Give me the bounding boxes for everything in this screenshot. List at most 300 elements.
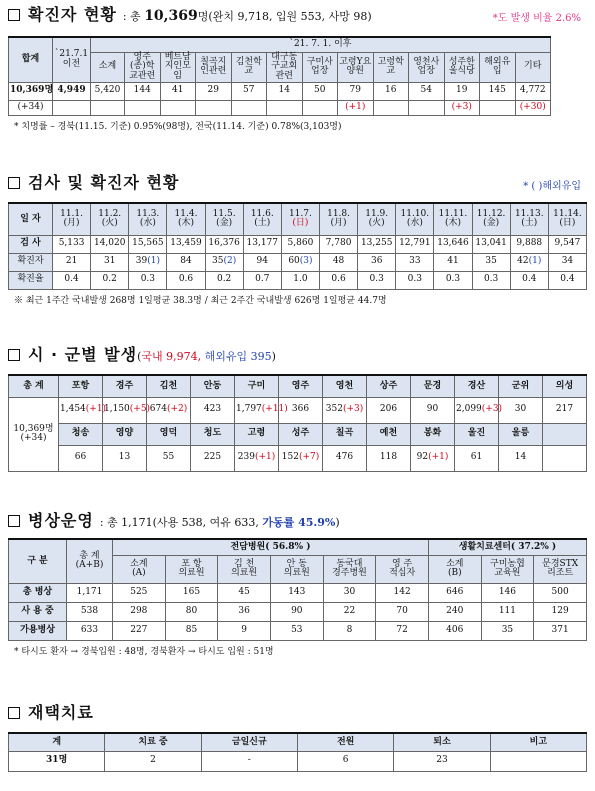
date-header <box>434 203 472 235</box>
column-sub: 교육원 <box>494 568 521 578</box>
weekday-label: (金) <box>216 218 233 229</box>
confirmed-value: 41 <box>447 256 459 267</box>
region-count: 225 <box>203 452 222 463</box>
region-count: 206 <box>379 404 398 415</box>
region-count: 66 <box>74 452 87 463</box>
bed-row-header: 사 용 중 <box>9 602 67 621</box>
region-name: 경산 <box>455 375 499 397</box>
region-name: 영주 <box>279 375 323 397</box>
rate-cell: 0.4 <box>53 271 91 289</box>
weekday-label: (水) <box>406 218 423 229</box>
bed-cell: 240 <box>428 602 481 621</box>
region-value <box>191 445 235 471</box>
date-label: 11.12. <box>476 208 506 219</box>
imported-value: (1) <box>147 256 160 267</box>
tests-cell: 9,547 <box>548 235 586 253</box>
region-count: 118 <box>379 452 398 463</box>
region-value <box>499 397 543 423</box>
region-count: 217 <box>555 404 574 415</box>
subcategory-header: 성주한울식당 <box>444 52 480 82</box>
count-cell: 41 <box>160 82 196 100</box>
confirmed-cell <box>167 253 205 271</box>
section-title: 검사 및 확진자 현황 <box>28 173 180 192</box>
count-cell: 16 <box>373 82 409 100</box>
total-increase: (+34) <box>20 433 47 443</box>
region-value <box>323 397 367 423</box>
confirmed-cell <box>548 253 586 271</box>
weekday-label: (火) <box>368 218 385 229</box>
increase-cell <box>480 100 516 115</box>
confirmed-value: 48 <box>332 256 345 267</box>
column-sub: 의료원 <box>283 568 310 578</box>
bed-cell: 85 <box>165 621 218 640</box>
hospital-column-header <box>376 555 429 583</box>
region-count: 1,150 <box>104 404 130 415</box>
column-name: 소계 <box>446 558 464 569</box>
date-header <box>510 203 548 235</box>
date-header <box>243 203 281 235</box>
increase-cell <box>373 100 409 115</box>
region-name: 울릉 <box>499 423 543 445</box>
region-count: 90 <box>426 404 439 415</box>
bed-cell: 8 <box>323 621 376 640</box>
checkbox-bullet-icon <box>8 515 20 527</box>
rate-cell: 0.4 <box>548 271 586 289</box>
confirmed-value: 33 <box>409 256 421 267</box>
hospital-column-header <box>270 555 323 583</box>
rate-cell: 0.6 <box>319 271 357 289</box>
region-name: 울진 <box>455 423 499 445</box>
subcategory-header: 영주(종)학교관련 <box>125 52 161 82</box>
section-title: 시 · 군별 발생 <box>28 345 138 364</box>
tests-cell: 12,791 <box>396 235 434 253</box>
region-subtitle: (국내 9,974, 해외유입 395) <box>137 350 276 363</box>
region-increase: (+3) <box>342 404 364 415</box>
subcategory-header: 대구동구교회관련 <box>267 52 303 82</box>
bed-cell: 70 <box>376 602 429 621</box>
column-name: 동국대 <box>336 558 363 569</box>
total-value <box>9 397 59 471</box>
bed-cell: 111 <box>481 602 534 621</box>
bed-cell: 9 <box>218 621 271 640</box>
weekday-label: (水) <box>139 218 156 229</box>
column-sub: 리조트 <box>547 568 574 578</box>
region-name: 예천 <box>367 423 411 445</box>
date-label: 11.11. <box>438 208 468 219</box>
rate-cell: 0.3 <box>129 271 167 289</box>
tests-cell: 14,020 <box>91 235 129 253</box>
bed-cell: 45 <box>218 583 271 602</box>
weekday-label: (土) <box>254 218 271 229</box>
section-title: 확진자 현황 <box>28 5 117 24</box>
home-value: 6 <box>297 751 393 771</box>
region-value <box>147 397 191 423</box>
increase-cell <box>302 100 338 115</box>
region-increase: (+1) <box>85 404 107 415</box>
date-label: 11.10. <box>400 208 430 219</box>
total-label: 총 계 <box>23 380 44 391</box>
test-table <box>8 202 587 290</box>
column-sub: (A) <box>132 568 146 578</box>
domestic-ratio-note: *도 발생 비율 2.6% <box>492 13 581 24</box>
tests-cell: 15,565 <box>129 235 167 253</box>
home-header: 비고 <box>490 733 586 751</box>
confirmed-cell <box>396 253 434 271</box>
column-name: 안 동 <box>286 558 307 569</box>
region-count: 352 <box>325 404 343 415</box>
confirmed-value: 42 <box>517 256 529 267</box>
confirmed-cell <box>53 253 91 271</box>
bed-summary: : 총 1,171(사용 538, 여유 633, 가동률 45.9%) <box>99 516 340 529</box>
home-header: 금일신규 <box>201 733 297 751</box>
region-count: 1,797 <box>236 404 262 415</box>
confirmed-value: 84 <box>180 256 192 267</box>
confirmed-value: 36 <box>370 256 383 267</box>
region-name: 의성 <box>543 375 587 397</box>
region-increase: (+5) <box>129 404 151 415</box>
tests-cell: 13,459 <box>167 235 205 253</box>
subcategory-header: 고령학교 <box>373 52 409 82</box>
date-header: 일 자 <box>9 203 53 235</box>
bed-cell: 72 <box>376 621 429 640</box>
home-header: 전원 <box>297 733 393 751</box>
count-cell: 10,369명 <box>9 82 53 100</box>
date-header <box>167 203 205 235</box>
bed-row-header: 총 병상 <box>9 583 67 602</box>
region-value <box>103 445 147 471</box>
bed-cell: 35 <box>481 621 534 640</box>
date-label: 11.13. <box>514 208 544 219</box>
hospital-column-header <box>534 555 587 583</box>
empty-cell <box>543 445 587 471</box>
region-value <box>147 445 191 471</box>
region-count: 55 <box>162 452 175 463</box>
home-treatment-table <box>8 732 587 772</box>
bed-cell: 538 <box>67 602 113 621</box>
confirmed-value: 60 <box>288 256 300 267</box>
date-label: 11.3. <box>136 208 160 219</box>
confirmed-cell <box>472 253 510 271</box>
column-name: 김 천 <box>234 558 255 569</box>
date-header <box>281 203 319 235</box>
region-name: 군위 <box>499 375 543 397</box>
region-name: 청송 <box>59 423 103 445</box>
bed-cell: 129 <box>534 602 587 621</box>
region-name: 청도 <box>191 423 235 445</box>
column-sub: 경주병원 <box>332 568 367 578</box>
count-cell: 5,420 <box>91 82 125 100</box>
region-count: 674 <box>149 404 167 415</box>
weekday-label: (木) <box>177 218 194 229</box>
total-count: 10,369명 <box>13 423 54 434</box>
rate-cell: 0.2 <box>205 271 243 289</box>
rate-cell: 0.4 <box>510 271 548 289</box>
weekday-label: (月) <box>63 218 80 229</box>
section-region-status <box>8 344 587 472</box>
count-cell: 50 <box>302 82 338 100</box>
increase-cell <box>196 100 232 115</box>
region-value <box>367 397 411 423</box>
transfer-note: * 타시도 환자 → 경북입원 : 48명, 경북환자 → 타시도 입원 : 51명 <box>14 646 274 657</box>
bed-cell: 80 <box>165 602 218 621</box>
region-count: 476 <box>335 452 354 463</box>
subcategory-header: 영천사업장 <box>409 52 445 82</box>
weekday-label: (月) <box>330 218 347 229</box>
bed-cell: 525 <box>113 583 166 602</box>
before-header: `21.7.1 이전 <box>53 37 91 82</box>
region-value <box>59 397 107 423</box>
imported-value: (3) <box>299 256 313 267</box>
tests-cell: 9,888 <box>510 235 548 253</box>
region-count: 30 <box>514 404 527 415</box>
region-value <box>235 397 288 423</box>
rate-cell: 0.7 <box>243 271 281 289</box>
region-count: 13 <box>118 452 131 463</box>
date-header <box>91 203 129 235</box>
rate-cell: 0.2 <box>91 271 129 289</box>
confirmed-cell <box>129 253 167 271</box>
weekday-label: (日) <box>292 218 309 229</box>
bed-cell: 36 <box>218 602 271 621</box>
subcategory-header: 김천학교 <box>231 52 267 82</box>
rate-cell: 0.3 <box>396 271 434 289</box>
bed-cell: 500 <box>534 583 587 602</box>
bed-cell: 633 <box>67 621 113 640</box>
empty-cell <box>543 423 587 445</box>
section-title: 재택치료 <box>28 703 94 722</box>
increase-cell <box>267 100 303 115</box>
bed-cell: 165 <box>165 583 218 602</box>
bed-cell: 53 <box>270 621 323 640</box>
region-table <box>8 374 587 472</box>
bed-cell: 227 <box>113 621 166 640</box>
region-count: 152 <box>281 452 299 463</box>
region-name: 구미 <box>235 375 279 397</box>
weekday-label: (火) <box>101 218 118 229</box>
region-name: 칠곡 <box>323 423 367 445</box>
region-name: 상주 <box>367 375 411 397</box>
rate-cell: 0.3 <box>358 271 396 289</box>
increase-cell <box>91 100 125 115</box>
subcategory-header: 해외유입 <box>480 52 516 82</box>
region-increase: (+7) <box>298 452 320 463</box>
region-value <box>103 397 151 423</box>
confirmed-value: 94 <box>256 256 268 267</box>
column-sub: (B) <box>447 568 462 578</box>
tests-row-header: 검 사 <box>9 235 53 253</box>
confirmed-value: 34 <box>561 256 574 267</box>
bed-cell: 90 <box>270 602 323 621</box>
count-cell: 14 <box>267 82 303 100</box>
tests-cell: 16,376 <box>205 235 243 253</box>
home-value: 2 <box>105 751 201 771</box>
date-label: 11.6. <box>250 208 274 219</box>
date-label: 11.9. <box>365 208 389 219</box>
section-title: 병상운영 <box>28 511 94 530</box>
region-count: 423 <box>203 404 222 415</box>
date-header <box>53 203 91 235</box>
region-count: 14 <box>514 452 527 463</box>
subcategory-header: 구미사업장 <box>302 52 338 82</box>
date-header <box>319 203 357 235</box>
subcategory-header: 베트남지인모임 <box>160 52 196 82</box>
bed-cell: 146 <box>481 583 534 602</box>
confirmed-table <box>8 36 587 116</box>
date-header <box>472 203 510 235</box>
subcategory-header: 고령Y요양원 <box>338 52 374 82</box>
section-header <box>8 4 587 26</box>
rate-row-header: 확진율 <box>9 271 53 289</box>
date-header <box>205 203 243 235</box>
weekday-label: (木) <box>444 218 461 229</box>
home-value: 23 <box>394 751 490 771</box>
date-label: 11.5. <box>212 208 236 219</box>
date-header <box>548 203 586 235</box>
rate-cell: 0.3 <box>472 271 510 289</box>
confirmed-cell <box>243 253 281 271</box>
region-count: 61 <box>470 452 483 463</box>
tests-cell: 7,780 <box>319 235 357 253</box>
column-name: 영 주 <box>391 558 413 569</box>
confirmed-cell <box>510 253 548 271</box>
region-count: 1,454 <box>60 404 86 415</box>
increase-cell <box>53 100 91 115</box>
tests-cell: 5,860 <box>281 235 319 253</box>
confirmed-value: 21 <box>65 256 78 267</box>
bed-cell: 646 <box>428 583 481 602</box>
subcategory-header: 소계 <box>91 52 125 82</box>
increase-cell: (+34) <box>9 100 53 115</box>
date-header <box>358 203 396 235</box>
column-sub: 적십자 <box>389 568 416 578</box>
tests-cell: 13,177 <box>243 235 281 253</box>
tests-cell: 5,133 <box>53 235 91 253</box>
checkbox-bullet-icon <box>8 177 20 189</box>
subcategory-header: 기타 <box>515 52 551 82</box>
region-value <box>411 397 455 423</box>
imported-value: (1) <box>528 256 542 267</box>
date-header <box>396 203 434 235</box>
center-header: 생활치료센터( 37.2% ) <box>428 539 586 555</box>
count-cell: 57 <box>231 82 267 100</box>
weekday-label: (金) <box>483 218 500 229</box>
section-header <box>8 344 587 366</box>
column-name: 포 항 <box>181 558 202 569</box>
after-header: `21. 7. 1. 이후 <box>91 37 551 52</box>
recent-trend-note: ※ 최근 1주간 국내발생 268명 1일평균 38.3명 / 최근 2주간 국내발생 626명 1일평균 44.7명 <box>14 295 387 306</box>
region-value <box>235 445 279 471</box>
hospital-column-header <box>428 555 481 583</box>
region-value <box>323 445 367 471</box>
region-increase: (+2) <box>166 404 188 415</box>
bed-cell: 298 <box>113 602 166 621</box>
subcategory-header: 칠곡지인관련 <box>196 52 232 82</box>
region-increase: (+11) <box>261 404 288 415</box>
region-count: 239 <box>237 452 255 463</box>
rate-cell: 1.0 <box>281 271 319 289</box>
region-name: 안동 <box>191 375 235 397</box>
column-sub: 의료원 <box>178 568 205 578</box>
region-count: 2,099 <box>456 404 482 415</box>
hospital-column-header <box>165 555 218 583</box>
tests-cell: 13,646 <box>434 235 472 253</box>
hospital-column-header <box>113 555 166 583</box>
total-header: 합계 <box>9 37 53 82</box>
column-sub: 의료원 <box>231 568 258 578</box>
column-name: 문경STX <box>542 558 579 569</box>
region-count: 366 <box>291 404 310 415</box>
checkbox-bullet-icon <box>8 9 20 21</box>
count-cell: 19 <box>444 82 480 100</box>
bed-cell: 1,171 <box>67 583 113 602</box>
bed-cell: 22 <box>323 602 376 621</box>
region-name: 영덕 <box>147 423 191 445</box>
region-name: 영양 <box>103 423 147 445</box>
confirmed-value: 31 <box>103 256 116 267</box>
checkbox-bullet-icon <box>8 707 20 719</box>
confirmed-cell <box>434 253 472 271</box>
region-value <box>455 397 503 423</box>
confirmed-cell <box>358 253 396 271</box>
section-confirmed-status <box>8 4 587 132</box>
rate-cell: 0.6 <box>167 271 205 289</box>
region-name: 김천 <box>147 375 191 397</box>
total-header: 총 계 (A+B) <box>67 539 113 583</box>
increase-cell <box>231 100 267 115</box>
hospital-column-header <box>481 555 534 583</box>
rate-cell: 0.3 <box>434 271 472 289</box>
bed-table <box>8 538 587 641</box>
home-header: 치료 중 <box>105 733 201 751</box>
region-name: 봉화 <box>411 423 455 445</box>
increase-cell <box>160 100 196 115</box>
hospital-column-header <box>218 555 271 583</box>
total-header <box>9 375 59 397</box>
confirmed-cell <box>319 253 357 271</box>
column-name: 소계 <box>130 558 148 569</box>
region-name: 성주 <box>279 423 323 445</box>
region-value <box>411 445 455 471</box>
home-value: - <box>201 751 297 771</box>
confirmed-value: 39 <box>135 256 148 267</box>
section-header <box>8 702 587 724</box>
region-value <box>543 397 587 423</box>
weekday-label: (土) <box>521 218 538 229</box>
column-name: 구미농협 <box>490 558 525 569</box>
count-cell: 4,772 <box>515 82 551 100</box>
region-value <box>455 445 499 471</box>
date-label: 11.2. <box>98 208 122 219</box>
bed-cell: 30 <box>323 583 376 602</box>
region-count: 92 <box>416 452 429 463</box>
region-value <box>191 397 235 423</box>
import-legend-note: * ( )해외유입 <box>523 181 581 192</box>
section-bed-status <box>8 510 587 657</box>
bed-row-header: 가용병상 <box>9 621 67 640</box>
count-cell: 54 <box>409 82 445 100</box>
bed-cell: 371 <box>534 621 587 640</box>
bed-cell: 406 <box>428 621 481 640</box>
date-label: 11.7. <box>288 208 312 219</box>
increase-cell: (+1) <box>338 100 374 115</box>
date-header <box>129 203 167 235</box>
region-name: 영천 <box>323 375 367 397</box>
increase-cell: (+3) <box>444 100 480 115</box>
region-increase: (+1) <box>428 452 449 463</box>
increase-cell: (+30) <box>515 100 551 115</box>
division-header: 구 분 <box>9 539 67 583</box>
count-cell: 145 <box>480 82 516 100</box>
